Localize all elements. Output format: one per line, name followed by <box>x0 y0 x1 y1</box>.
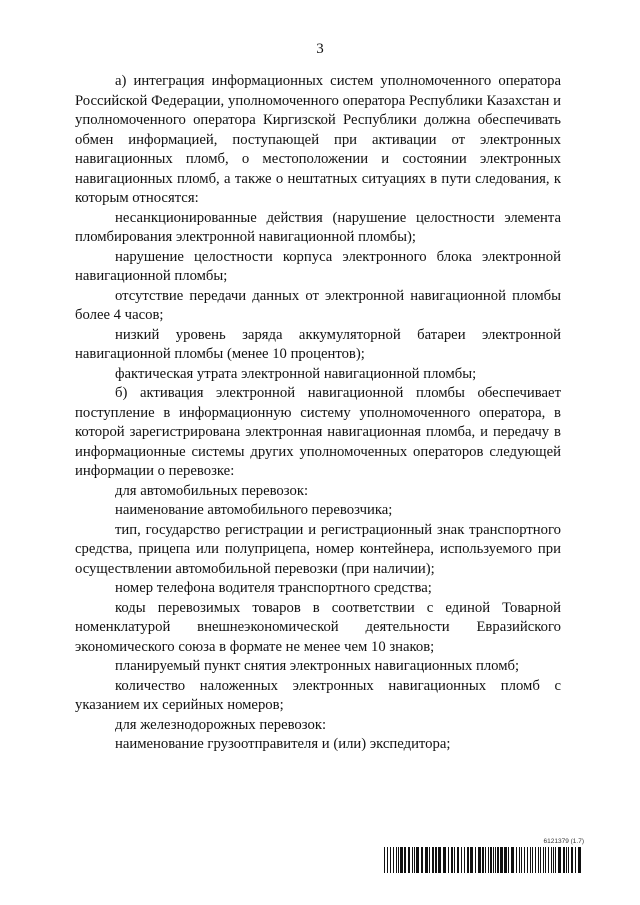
barcode-bar <box>432 847 434 873</box>
paragraph-housing-integrity: нарушение целостности корпуса электронного блока электронной навигационной пломбы; <box>75 248 561 284</box>
barcode-bar <box>485 847 486 873</box>
barcode-bar <box>454 847 455 873</box>
barcode-bar <box>516 847 517 873</box>
barcode-bar <box>504 847 507 873</box>
barcode-block <box>384 838 584 874</box>
barcode-bar <box>475 847 476 873</box>
barcode-bar <box>540 847 541 873</box>
barcode-bar <box>553 847 554 873</box>
barcode-bar <box>448 847 449 873</box>
paragraph-integration: а) интеграция информационных систем уполномоченного оператора Российской Федерации, уполномоченного оператора Республики Казахстан и уполномоченного оператора Киргизской Республики должна обеспечивать обмен информацией, поступающей при активации от электронных навигационных пломб, о местоположении и состоянии электронных навигационных пломб, а также о нештатных ситуациях в пути следования, к которым относятся: <box>75 73 561 206</box>
barcode-bar <box>400 847 403 873</box>
barcode-bar <box>412 847 413 873</box>
barcode-bar <box>548 847 549 873</box>
barcode-bar <box>495 847 496 873</box>
barcode-bar <box>493 847 494 873</box>
barcode-bar <box>393 847 394 873</box>
barcode-bar <box>425 847 428 873</box>
paragraph-goods-codes: коды перевозимых товаров в соответствии с единой Товарной номенклатурой внешнеэкономической деятельности Евразийского экономического союза в формате не менее чем 10 знаков; <box>75 599 561 655</box>
barcode-bar <box>387 847 388 873</box>
barcode-bar <box>551 847 552 873</box>
barcode-bar <box>438 847 441 873</box>
paragraph-unauthorized-actions: несанкционированные действия (нарушение целостности элемента пломбирования электронной навигационной пломбы); <box>75 209 561 245</box>
barcode-bar <box>521 847 522 873</box>
barcode-bar <box>508 847 509 873</box>
barcode-bar <box>530 847 531 873</box>
barcode-bar <box>555 847 556 873</box>
paragraph-vehicle-details: тип, государство регистрации и регистрационный знак транспортного средства, прицепа или полуприцепа, номер контейнера, используемого при осуществлении автомобильной перевозки (при наличии); <box>75 521 561 577</box>
barcode-bar <box>538 847 539 873</box>
barcode-bar <box>470 847 473 873</box>
barcode-bar <box>511 847 514 873</box>
barcode-bar <box>535 847 536 873</box>
barcode-bar <box>558 847 561 873</box>
barcode-bar <box>527 847 528 873</box>
barcode-bar <box>524 847 525 873</box>
barcode-bar <box>519 847 520 873</box>
paragraph-driver-phone: номер телефона водителя транспортного средства; <box>115 580 432 596</box>
barcode-bar <box>384 847 385 873</box>
barcode-number: 6121379 (1.7) <box>543 838 584 845</box>
paragraph-removal-point: планируемый пункт снятия электронных навигационных пломб; <box>115 658 520 674</box>
barcode-bar <box>414 847 415 873</box>
barcode-bar <box>461 847 462 873</box>
barcode-bar <box>390 847 391 873</box>
barcode-bar <box>478 847 481 873</box>
barcode-bar <box>488 847 489 873</box>
barcode-bar <box>416 847 419 873</box>
barcode-bar <box>467 847 469 873</box>
barcode-bar <box>482 847 484 873</box>
barcode-bar <box>396 847 397 873</box>
barcode-bar <box>563 847 565 873</box>
barcode-bar <box>575 847 576 873</box>
barcode-bar <box>568 847 569 873</box>
paragraph-carrier-name: наименование автомобильного перевозчика; <box>115 502 393 518</box>
barcode-bar <box>490 847 492 873</box>
barcode-bar <box>497 847 499 873</box>
paragraph-consignor-name: наименование грузоотправителя и (или) экспедитора; <box>115 736 451 752</box>
barcode-bar <box>451 847 453 873</box>
paragraph-road-transport-heading: для автомобильных перевозок: <box>115 482 309 499</box>
paragraph-seal-count: количество наложенных электронных навигационных пломб с указанием их серийных номеров; <box>75 677 561 713</box>
barcode-bar <box>404 847 406 873</box>
paragraph-rail-transport-heading: для железнодорожных перевозок: <box>115 716 327 733</box>
barcode-bar <box>443 847 446 873</box>
barcode-bar <box>398 847 399 873</box>
paragraph-seal-loss: фактическая утрата электронной навигационной пломбы; <box>115 365 477 382</box>
page-number: 3 <box>316 41 324 57</box>
paragraph-no-data-transfer: отсутствие передачи данных от электронной навигационной пломбы более 4 часов; <box>75 287 561 323</box>
barcode-bar <box>566 847 567 873</box>
barcode-bar <box>500 847 503 873</box>
barcode-bar <box>421 847 423 873</box>
barcode-bar <box>532 847 533 873</box>
document-body <box>75 72 561 755</box>
barcode-bar <box>545 847 546 873</box>
barcode-bar <box>578 847 581 873</box>
barcode-image <box>384 847 584 873</box>
barcode-bar <box>571 847 573 873</box>
paragraph-low-battery: низкий уровень заряда аккумуляторной батареи электронной навигационной пломбы (менее 10 процентов); <box>75 326 561 362</box>
barcode-bar <box>457 847 459 873</box>
barcode-bar <box>408 847 410 873</box>
barcode-bar <box>543 847 544 873</box>
barcode-bar <box>464 847 465 873</box>
paragraph-activation: б) активация электронной навигационной пломбы обеспечивает поступление в информационную систему уполномоченного оператора, в которой зарегистрирована электронная навигационная пломба, и передачу в информационные системы других уполномоченных операторов следующей информации о перевозке: <box>75 385 561 479</box>
barcode-bar <box>435 847 437 873</box>
barcode-bar <box>429 847 430 873</box>
